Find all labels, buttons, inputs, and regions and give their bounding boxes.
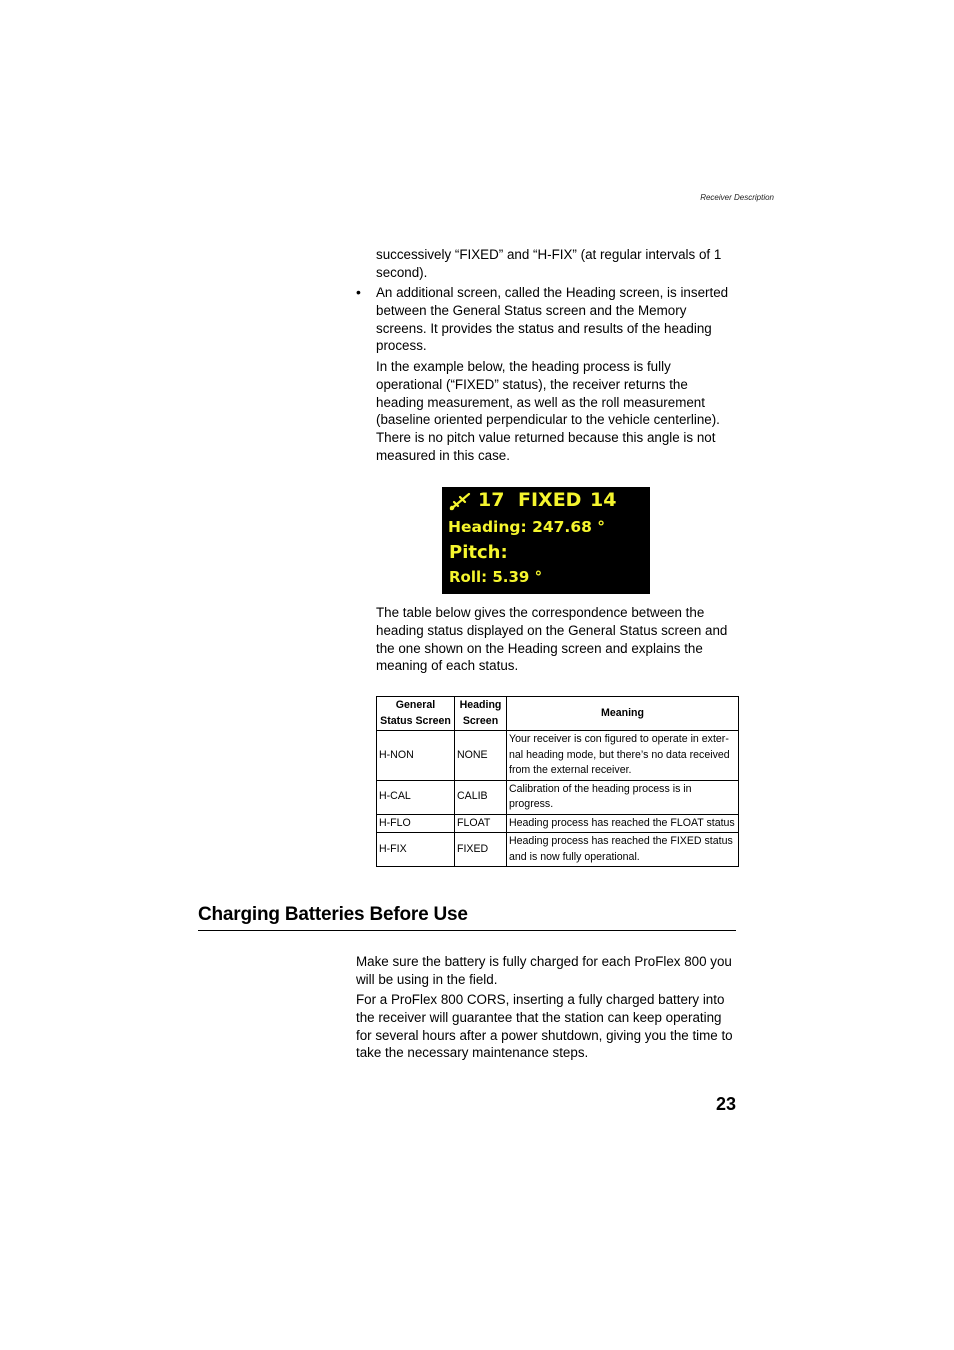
running-header: Receiver Description <box>700 193 774 202</box>
bullet-paragraph: An additional screen, called the Heading screen, is inserted between the General Status screen and the Memory screens. It provides the status and results of the heading process. <box>376 285 729 354</box>
table-intro-paragraph: The table below gives the correspondence between the heading status displayed on the General Status screen and the one shown on the Heading screen and explains the meaning of each status. <box>376 605 728 674</box>
lcd-used-count: 14 <box>590 489 617 511</box>
lcd-fix-status: FIXED <box>518 489 582 511</box>
cell-meaning: Calibration of the heading process is in progress. <box>507 780 739 814</box>
page-number: 23 <box>715 1094 736 1114</box>
cell-heading: CALIB <box>455 780 507 814</box>
header-general-status <box>377 697 455 731</box>
cell-general: H-FLO <box>377 814 455 833</box>
header-general-line1: General <box>395 699 436 711</box>
cell-meaning: Heading process has reached the FLOAT status <box>507 814 739 833</box>
lcd-roll: Roll: 5.39 ° <box>449 568 543 586</box>
cell-meaning: Heading process has reached the FIXED status and is now fully operational. <box>507 833 739 867</box>
header-general-line2: Status Screen <box>380 714 451 727</box>
cell-general: H-FIX <box>377 833 455 867</box>
lcd-pitch: Pitch: <box>449 542 508 563</box>
cell-general: H-CAL <box>377 780 455 814</box>
table-row <box>377 833 739 867</box>
bullet-marker: • <box>356 284 361 300</box>
battery-paragraph-2: For a ProFlex 800 CORS, inserting a fully charged battery into the receiver will guarantee that the station can keep operating for several hours after a power shutdown, giving you the time to take the necessary maintenance steps. <box>356 992 733 1061</box>
continuation-paragraph: successively “FIXED” and “H-FIX” (at regular intervals of 1 second). <box>376 247 722 280</box>
heading-screen-display <box>442 487 650 594</box>
header-heading-line1: Heading <box>459 699 502 711</box>
header-heading-line2: Screen <box>462 714 499 727</box>
cell-general: H-NON <box>377 731 455 781</box>
cell-heading: NONE <box>455 731 507 781</box>
cell-heading: FLOAT <box>455 814 507 833</box>
table-row <box>377 731 739 781</box>
table-header-row <box>377 697 739 731</box>
cell-heading: FIXED <box>455 833 507 867</box>
table-row <box>377 780 739 814</box>
header-meaning: Meaning <box>507 697 739 731</box>
table-row <box>377 814 739 833</box>
battery-paragraph-1: Make sure the battery is fully charged for each ProFlex 800 you will be using in the field. <box>356 954 732 987</box>
header-heading-screen <box>455 697 507 731</box>
satellite-icon <box>448 491 472 511</box>
section-heading: Charging Batteries Before Use <box>198 904 736 931</box>
heading-status-table <box>376 696 739 867</box>
cell-meaning: Your receiver is con figured to operate in exter-nal heading mode, but there’s no data received from the external receiver. <box>507 731 739 781</box>
example-paragraph: In the example below, the heading process is fully operational (“FIXED” status), the receiver returns the heading measurement, as well as the roll measurement (baseline oriented perpendicular to the vehicle centerline). There is no pitch value returned because this angle is not measured in this case. <box>376 359 720 463</box>
lcd-satellite-count: 17 <box>478 489 505 511</box>
lcd-heading: Heading: 247.68 ° <box>448 518 606 536</box>
